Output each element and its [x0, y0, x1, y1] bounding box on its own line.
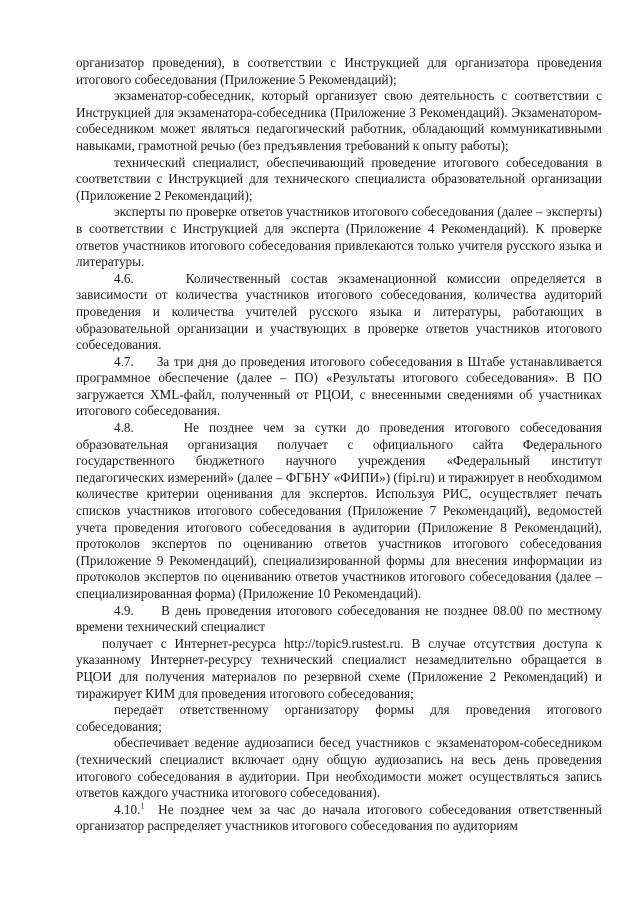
document-body — [76, 55, 602, 835]
paragraph-text: Не позднее чем за сутки до проведения итогового собеседования образовательная организация получает с официального сайта Федерального государственного бюджетного научного учреждения «Федеральный институт педагогических измерений» (далее – ФГБНУ «ФИПИ») (fipi.ru) и тиражирует в необходимом количестве критерии оценивания для экспертов. Используя РИС, осуществляет печать списков участников итогового собеседования (Приложение 7 Рекомендаций), ведомостей учета проведения итогового собеседования в аудитории (Приложение 8 Рекомендаций), протоколов экспертов по оцениванию ответов участников итогового собеседования (Приложение 9 Рекомендаций), специализированной формы для внесения информации из протоколов экспертов по оцениванию ответов участников итогового собеседования (далее – специализированная форма) (Приложение 10 Рекомендаций). — [76, 420, 602, 601]
paragraph-text: В день проведения итогового собеседования не позднее 08.00 по местному времени технический специалист — [76, 602, 603, 635]
paragraph-examiner-interlocutor: экзаменатор-собеседник, который организует свою деятельность с соответствии с Инструкцией для экзаменатора-собеседника (Приложение 3 Рекомендаций). Экзаменатором-собеседником может являться педагогический работник, обладающий коммуникативными навыками, грамотной речью (без предъявления требований к опыту работы); — [76, 88, 602, 153]
paragraph-receives-kim: получает с Интернет-ресурса http://topic9.rustest.ru. В случае отсутствия доступа к указанному Интернет-ресурсу технический специалист незамедлительно обращается в РЦОИ для получения материалов по резервной схеме (Приложение 2 Рекомендаций) и тиражирует КИМ для проведения итогового собеседования; — [76, 635, 602, 701]
paragraph-4-8 — [76, 420, 602, 603]
section-number: 4.9. — [114, 602, 134, 618]
paragraph-4-7 — [76, 354, 602, 420]
paragraph-technical-specialist: технический специалист, обеспечивающий проведение итогового собеседования в соответствии с Инструкцией для технического специалиста образовательной организации (Приложение 2 Рекомендаций); — [76, 154, 602, 203]
section-number: 4.10. — [114, 801, 141, 817]
footnote-marker: 1 — [140, 801, 145, 811]
paragraph-transfers-forms: передаёт ответственному организатору формы для проведения итогового собеседования; — [76, 702, 602, 734]
section-number: 4.7. — [114, 353, 134, 369]
paragraph-experts: эксперты по проверке ответов участников итогового собеседования (далее – эксперты) в соответствии с Инструкцией для эксперта (Приложение 4 Рекомендаций). К проверке ответов участников итогового собеседования привлекаются только учителя русского языка и литературы. — [76, 204, 602, 270]
paragraph-organizer-continuation: организатор проведения), в соответствии с Инструкцией для организатора проведения итогового собеседования (Приложение 5 Рекомендаций); — [76, 55, 602, 87]
paragraph-text: За три дня до проведения итогового собеседования в Штабе устанавливается программное обеспечение (далее – ПО) «Результаты итогового собеседования». В ПО загружается XML-файл, полученный от РЦОИ, с внесенными сведениями об участниках итогового собеседования. — [76, 353, 602, 419]
section-number: 4.6. — [114, 270, 134, 286]
paragraph-4-6 — [76, 271, 602, 354]
paragraph-audio-recording: обеспечивает ведение аудиозаписи бесед участников с экзаменатором-собеседником (технический специалист включает одну общую аудиозапись на весь день проведения итогового собеседования в аудитории. При необходимости может осуществляться запись ответов каждого участника итогового собеседования). — [76, 735, 602, 801]
paragraph-text: Не позднее чем за час до начала итогового собеседования ответственный организатор распределяет участников итогового собеседования по аудиториям — [76, 801, 602, 834]
paragraph-4-9 — [76, 603, 602, 636]
paragraph-4-10 — [76, 802, 602, 835]
paragraph-text: Количественный состав экзаменационной комиссии определяется в зависимости от количества участников итогового собеседования, количества аудиторий проведения и количества учителей русского языка и литературы, работающих в образовательной организации и участвующих в проверке ответов участников итогового собеседования. — [76, 270, 602, 353]
section-number: 4.8. — [114, 420, 134, 436]
